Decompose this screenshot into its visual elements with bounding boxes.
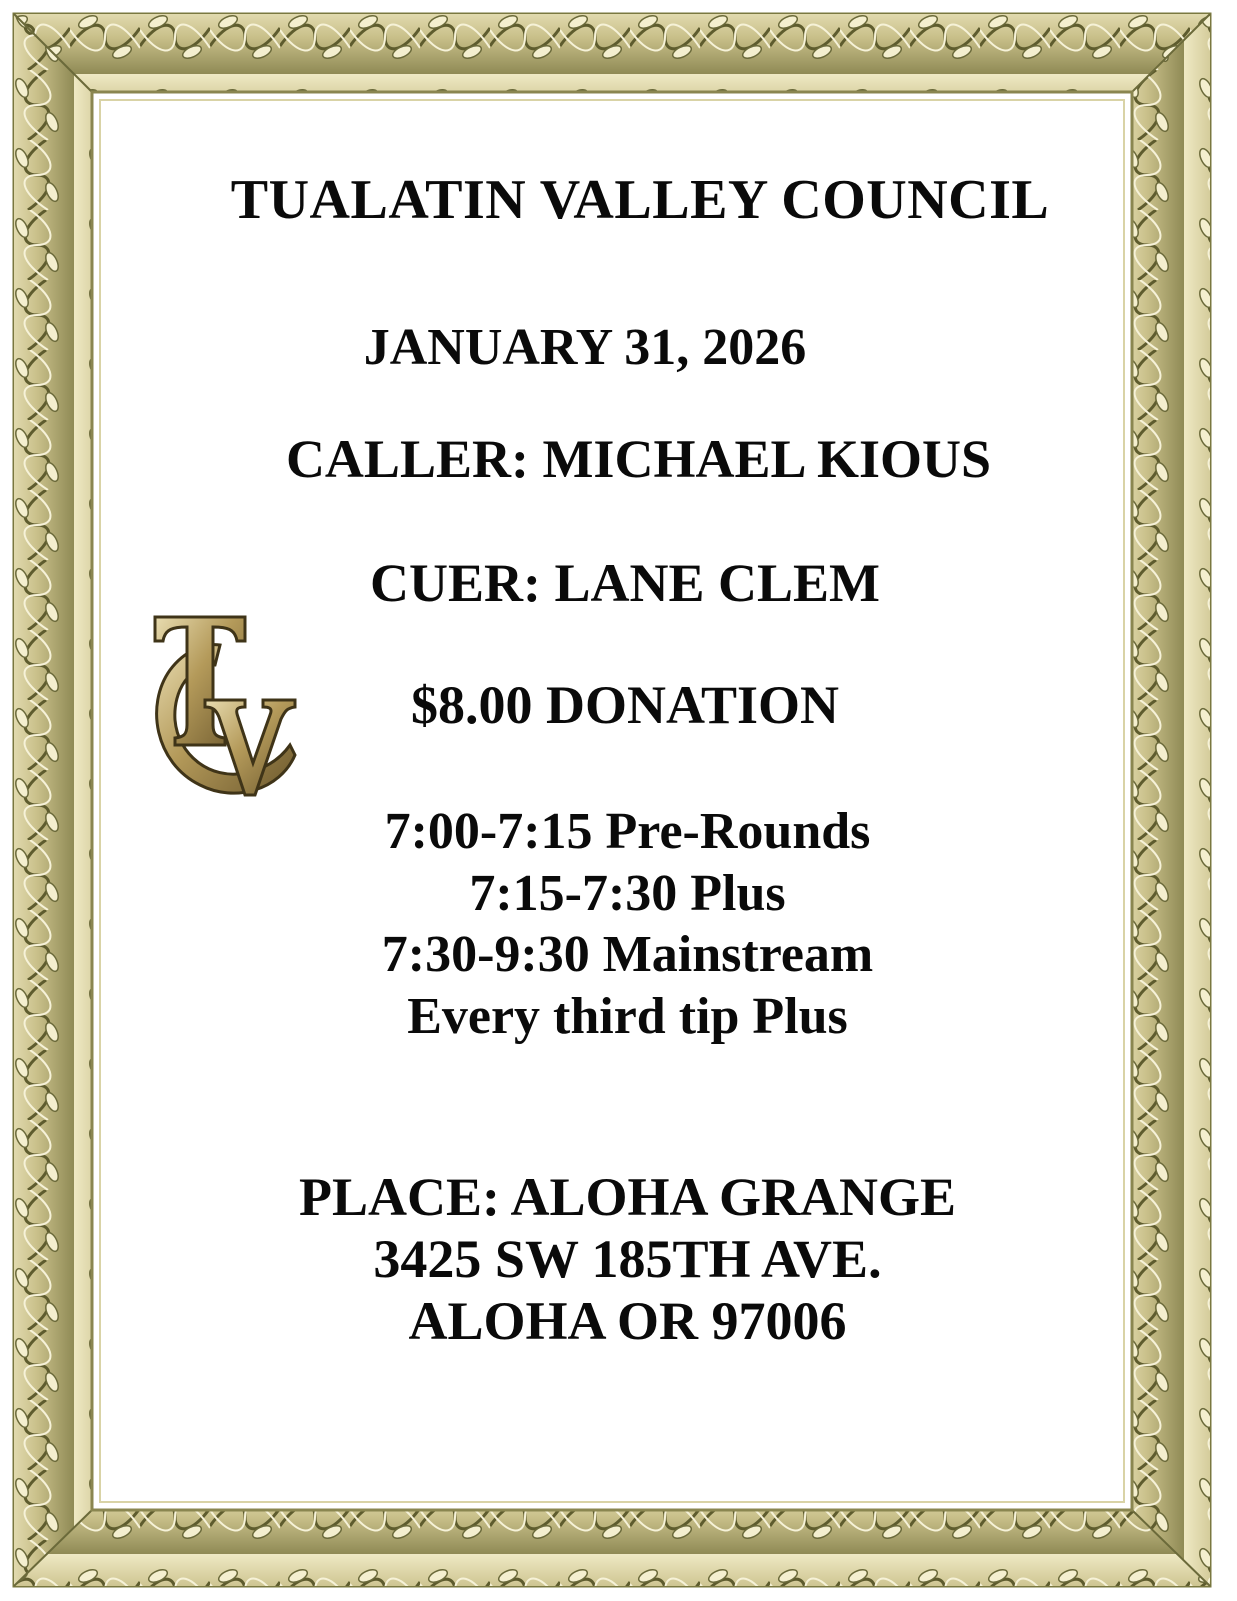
event-date: JANUARY 31, 2026 <box>363 319 807 376</box>
caller-line: CALLER: MICHAEL KIOUS <box>285 429 992 489</box>
street-address-line: 3425 SW 185TH AVE. <box>373 1229 882 1289</box>
council-title: TUALATIN VALLEY COUNCIL <box>230 169 1050 231</box>
donation-line: $8.00 DONATION <box>410 675 840 735</box>
schedule-line: 7:30-9:30 Mainstream <box>381 926 874 983</box>
place-line: PLACE: ALOHA GRANGE <box>298 1167 957 1227</box>
cuer-line: CUER: LANE CLEM <box>369 553 881 613</box>
city-zip-line: ALOHA OR 97006 <box>408 1291 847 1351</box>
schedule-line: Every third tip Plus <box>407 988 848 1045</box>
schedule-line: 7:15-7:30 Plus <box>469 865 786 922</box>
tvc-monogram-logo <box>145 605 315 805</box>
schedule-line: 7:00-7:15 Pre-Rounds <box>384 803 871 860</box>
